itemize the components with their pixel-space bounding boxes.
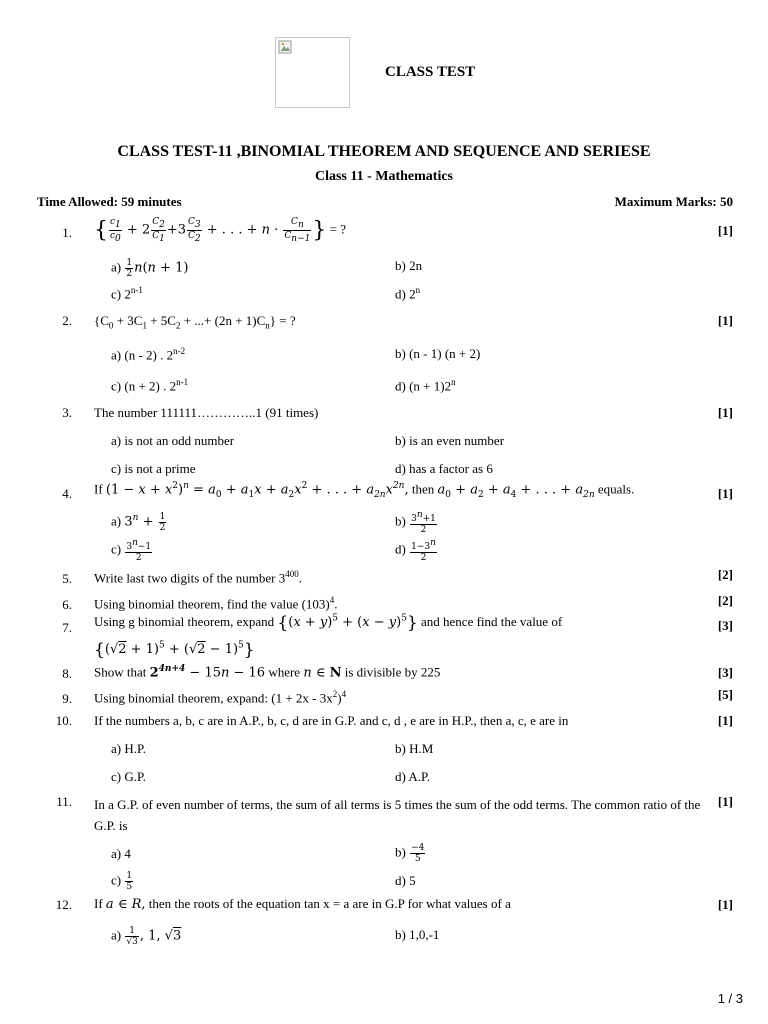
question-9-text: Using binomial theorem, expand: $(1 + 2x - 3x^2)^4$ — [94, 689, 347, 706]
option-b[interactable]: b) $\frac{3^n+1}{2}$ — [395, 510, 436, 535]
question-number: 1. — [62, 225, 72, 240]
question-marks: [2] — [717, 593, 733, 608]
question-2-text: {$C_0 + 3C_1 + 5C_2$ + ...+ $(2n + 1)C_n$} = ? — [94, 313, 296, 331]
option-d[interactable]: d) has a factor as 6 — [395, 461, 493, 476]
option-b[interactable]: b) (n - 1) (n + 2) — [395, 346, 481, 361]
option-d[interactable]: d) $(n + 1)2^n$ — [395, 377, 456, 394]
option-d[interactable]: d) A.P. — [395, 769, 431, 784]
question-5-text: Write last two digits of the number $3^{400}$. — [94, 569, 302, 586]
question-number: 12. — [55, 897, 72, 912]
option-c[interactable]: c) $\frac{1}{5}$ — [111, 871, 133, 892]
question-number: 6. — [62, 597, 72, 612]
question-7-expression: $\{(√2 + 1)^5 + (√2 - 1)^5\}$ — [94, 640, 255, 660]
question-marks: [1] — [717, 486, 733, 501]
question-number: 5. — [62, 571, 72, 586]
option-a[interactable]: a) $3^n$ + $\frac{1}{2}$ — [111, 512, 166, 533]
option-a[interactable]: a) is not an odd number — [111, 433, 235, 448]
header-title: CLASS TEST — [385, 64, 476, 80]
question-10-text: If the numbers a, b, c are in A.P., b, c, d are in G.P. and c, d , e are in H.P., then a, c, e are in — [94, 713, 569, 728]
option-d[interactable]: d) 2$^n$ — [395, 285, 421, 302]
option-b[interactable]: b) is an even number — [395, 433, 505, 448]
option-c[interactable]: c) (n + 2) . 2$^{n-1}$ — [111, 377, 189, 394]
option-c[interactable]: c) $\frac{3^n-1}{2}$ — [111, 538, 152, 563]
option-a[interactable]: a) H.P. — [111, 741, 147, 756]
question-number: 4. — [62, 486, 72, 501]
question-marks: [1] — [717, 897, 733, 912]
question-marks: [2] — [717, 567, 733, 582]
option-c[interactable]: c) 2$^{n-1}$ — [111, 285, 143, 302]
question-6-text: Using binomial theorem, find the value $(103)^4$. — [94, 595, 338, 612]
question-marks: [3] — [717, 618, 733, 633]
page-title: CLASS TEST-11 ,BINOMIAL THEOREM AND SEQUENCE AND SERIESE — [117, 143, 651, 160]
question-marks: [5] — [717, 687, 733, 702]
option-b[interactable]: b) 2n — [395, 258, 423, 273]
option-c[interactable]: c) G.P. — [111, 769, 147, 784]
page-number: 1 / 3 — [717, 991, 743, 1006]
question-number: 10. — [55, 713, 72, 728]
option-d[interactable]: d) $\frac{1-3^n}{2}$ — [395, 538, 436, 563]
question-marks: [1] — [717, 223, 733, 238]
option-b[interactable]: b) H.M — [395, 741, 434, 756]
question-number: 8. — [62, 666, 72, 681]
question-number: 7. — [62, 620, 72, 635]
logo-placeholder — [275, 37, 350, 108]
question-7-text: Using g binomial theorem, expand $\{(x + y)^5 + (x - y)^5\}$ and hence find the value of — [94, 613, 563, 633]
option-a[interactable]: a) (n - 2) . 2$^{n-2}$ — [111, 346, 186, 363]
option-a[interactable]: a) $\frac{1}{√3}$ , 1, √3 — [111, 926, 182, 947]
question-4-text: If $(1 - x + x^2)^n = a_0 + a_1x + a_2x^2$ + . . . + $a_{2n}x^{2n}$, then $a_0 + a_2 + a_4$ + . . . + $a_{2n}$ equals. — [94, 481, 635, 500]
question-12-text: If a ∈ R, then the roots of the equation tan x = a are in G.P for what values of a — [94, 896, 511, 912]
time-allowed: Time Allowed: 59 minutes — [37, 194, 182, 209]
question-11-text: In a G.P. of even number of terms, the sum of all terms is 5 times the sum of the odd terms. The common ratio of the G.P. is — [94, 797, 701, 833]
question-marks: [1] — [717, 313, 733, 328]
maximum-marks: Maximum Marks: 50 — [614, 194, 733, 209]
option-b[interactable]: b) 1,0,-1 — [395, 927, 440, 942]
question-marks: [1] — [717, 405, 733, 420]
option-a[interactable]: a) $\frac{1}{2}$ n(n + 1) — [111, 258, 189, 279]
question-number: 3. — [62, 405, 72, 420]
question-marks: [1] — [717, 794, 733, 809]
option-c[interactable]: c) is not a prime — [111, 461, 196, 476]
question-number: 9. — [62, 691, 72, 706]
broken-image-icon — [278, 40, 292, 54]
question-3-text: The number 111111…………..1 (91 times) — [94, 405, 319, 420]
option-a[interactable]: a) 4 — [111, 846, 131, 861]
question-number: 11. — [56, 794, 72, 809]
option-b[interactable]: b) $\frac{-4}{5}$ — [395, 843, 425, 864]
question-marks: [3] — [717, 665, 733, 680]
question-number: 2. — [62, 313, 72, 328]
option-d[interactable]: d) 5 — [395, 873, 416, 888]
page-subtitle: Class 11 - Mathematics — [314, 169, 454, 184]
question-8-text: Show that $2^{4n+4} - 15n - 16$ where n ∈ N is divisible by 225 — [94, 664, 441, 681]
question-marks: [1] — [717, 713, 733, 728]
question-1-text: { $\frac{c_1}{c_0}$ + 2 $\frac{C_2}{C_1}$ +3 $\frac{C_3}{C_2}$ + . . . + n · $\frac{C_n}{C_{n-1}}$ } = ? — [94, 217, 346, 244]
